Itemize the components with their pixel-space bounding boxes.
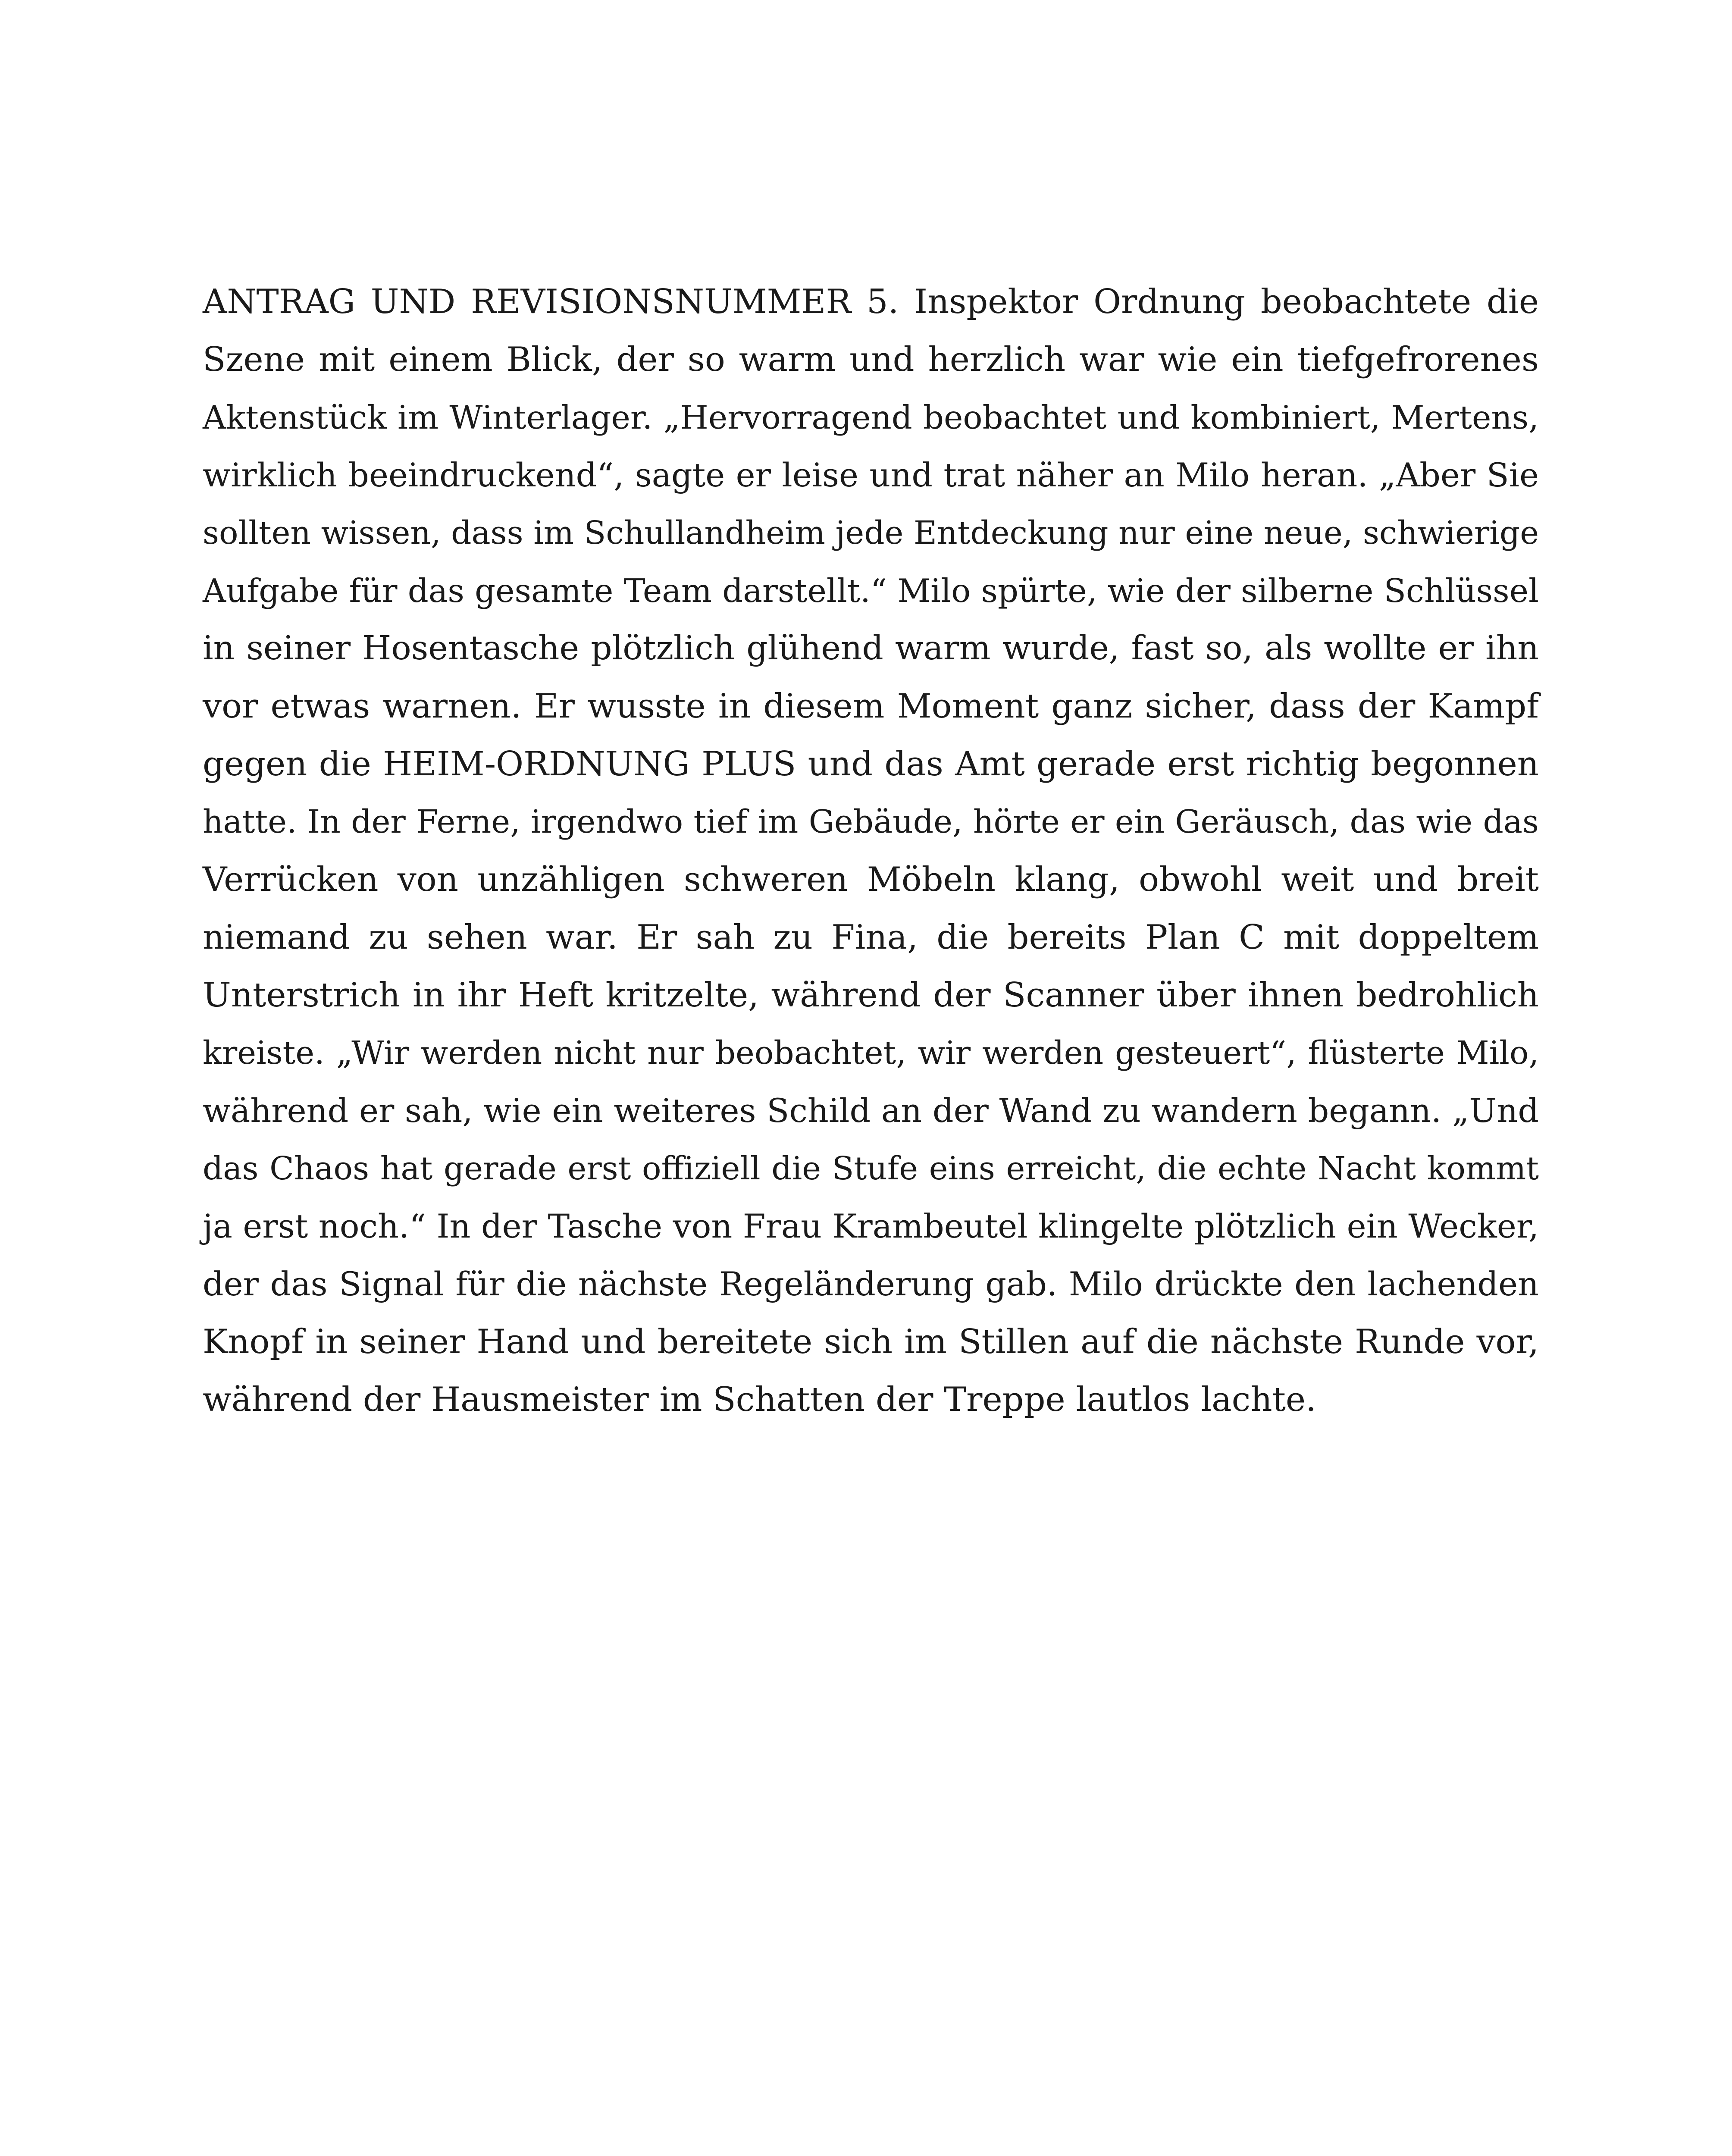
- text-line: ANTRAG UND REVISIONSNUMMER 5. Inspektor Ordnung beobachtete die: [203, 282, 1539, 321]
- text-line: der das Signal für die nächste Regeländerung gab. Milo drückte den lachenden: [203, 1265, 1539, 1303]
- text-line: Unterstrich in ihr Heft kritzelte, während der Scanner über ihnen bedrohlich: [203, 976, 1539, 1015]
- text-line: Aufgabe für das gesamte Team darstellt.“ Milo spürte, wie der silberne Schlüssel: [203, 572, 1539, 610]
- text-line: Knopf in seiner Hand und bereitete sich im Stillen auf die nächste Runde vor,: [203, 1322, 1539, 1361]
- text-line: während er sah, wie ein weiteres Schild an der Wand zu wandern begann. „Und: [203, 1091, 1539, 1130]
- text-line: wirklich beeindruckend“, sagte er leise und trat näher an Milo heran. „Aber Sie: [203, 456, 1539, 494]
- text-line: hatte. In der Ferne, irgendwo tief im Gebäude, hörte er ein Geräusch, das wie das: [203, 803, 1539, 840]
- text-line: sollten wissen, dass im Schullandheim jede Entdeckung nur eine neue, schwierige: [203, 514, 1539, 552]
- text-line: während der Hausmeister im Schatten der Treppe lautlos lachte.: [203, 1380, 1316, 1419]
- text-line: Szene mit einem Blick, der so warm und herzlich war wie ein tiefgefrorenes: [203, 340, 1539, 379]
- text-line: ja erst noch.“ In der Tasche von Frau Krambeutel klingelte plötzlich ein Wecker,: [203, 1207, 1539, 1245]
- text-line: niemand zu sehen war. Er sah zu Fina, die bereits Plan C mit doppeltem: [203, 918, 1539, 957]
- text-line: kreiste. „Wir werden nicht nur beobachtet, wir werden gesteuert“, flüsterte Milo,: [203, 1034, 1539, 1072]
- text-line: Verrücken von unzähligen schweren Möbeln klang, obwohl weit und breit: [203, 860, 1539, 899]
- body-paragraph: [203, 273, 1539, 1429]
- text-line: vor etwas warnen. Er wusste in diesem Moment ganz sicher, dass der Kampf: [203, 687, 1539, 726]
- text-line: Aktenstück im Winterlager. „Hervorragend beobachtet und kombiniert, Mertens,: [203, 398, 1539, 436]
- text-line: das Chaos hat gerade erst offiziell die Stufe eins erreicht, die echte Nacht kommt: [203, 1150, 1539, 1187]
- text-line: gegen die HEIM-ORDNUNG PLUS und das Amt gerade erst richtig begonnen: [203, 745, 1539, 783]
- text-line: in seiner Hosentasche plötzlich glühend warm wurde, fast so, als wollte er ihn: [203, 629, 1539, 667]
